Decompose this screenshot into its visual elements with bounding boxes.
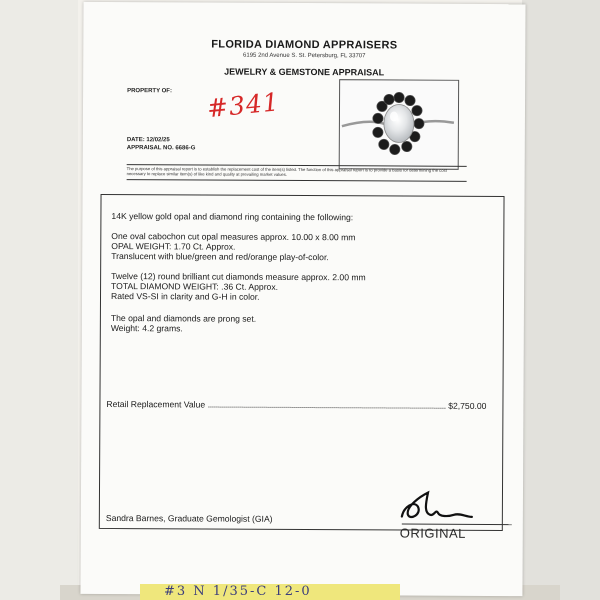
firm-name: FLORIDA DIAMOND APPRAISERS [211,38,398,52]
property-of-label: PROPERTY OF: [127,88,173,95]
background-left [0,0,78,600]
retail-replacement-value [106,399,486,411]
appraisal-document [80,2,525,596]
divider-bottom [127,179,467,182]
handwritten-lot-number: #341 [205,87,281,124]
appraiser-name: Sandra Barnes, Graduate Gemologist (GIA) [105,512,273,524]
setting-line: Weight: 4.2 grams. [110,322,183,334]
dot-leader [208,400,445,409]
opal-line: OPAL WEIGHT: 1.70 Ct. Approx. [111,240,236,252]
item-intro: 14K yellow gold opal and diamond ring containing the following: [111,210,354,223]
appraiser-signature [396,486,476,526]
value-amount: $2,750.00 [448,400,487,411]
sticky-note-text: #3 N 1/35-C 12-0 [164,584,312,599]
appraisal-date: DATE: 12/02/25 [126,137,170,144]
appraisal-number: APPRAISAL NO. 6686-G [126,145,196,152]
ring-photo [339,79,459,170]
sticky-note [140,584,400,600]
original-stamp: ORIGINAL [399,525,466,541]
purpose-statement: The purpose of this appraisal report is to establish the replacement cost of the item(s) listed. The function of this appraisal report is to provide a basis for determining the cost necessary to replace similar item(s) of like kind and quality at prevailing market values. [126,166,447,177]
diamond-line: Rated VS-SI in clarity and G-H in color. [110,290,260,302]
diamond-line: TOTAL DIAMOND WEIGHT: .36 Ct. Approx. [111,280,279,292]
description-box [99,194,505,541]
diamond-line: Twelve (12) round brilliant cut diamonds measure approx. 2.00 mm [111,270,366,283]
background-right [522,0,600,600]
opal-line: Translucent with blue/green and red/orange play-of-color. [111,250,329,263]
setting-line: The opal and diamonds are prong set. [110,312,257,324]
opal-line: One oval cabochon cut opal measures approx. 10.00 x 8.00 mm [111,230,356,243]
document-title: JEWELRY & GEMSTONE APPRAISAL [224,66,385,78]
firm-address: 6195 2nd Avenue S. St. Petersburg, FL 33707 [243,52,366,60]
opal-ring-image [340,80,458,169]
value-label: Retail Replacement Value [106,398,206,410]
